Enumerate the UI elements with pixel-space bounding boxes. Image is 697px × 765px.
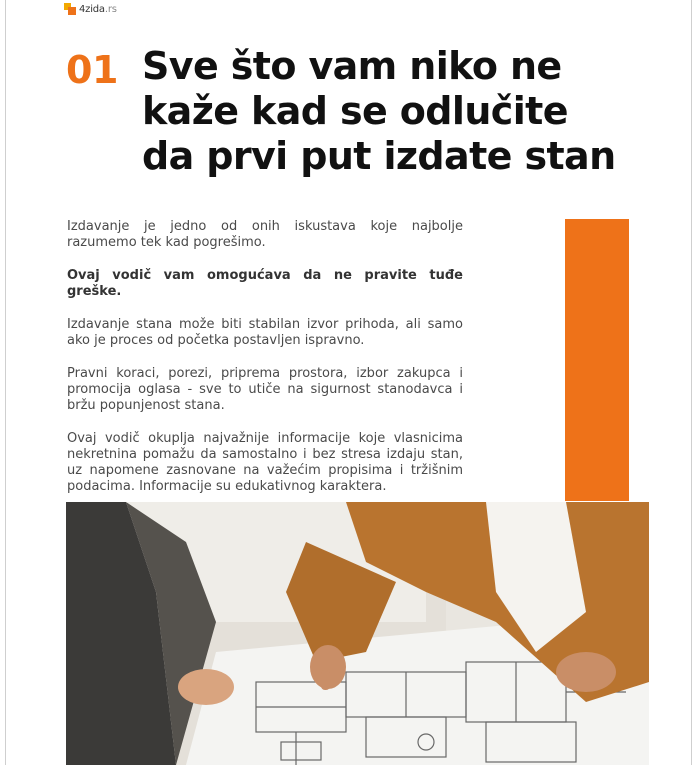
title-line: Sve što vam niko ne [142,44,562,88]
brand-logo[interactable] [64,3,117,15]
floor-plan-photo [66,502,649,765]
chapter-title [142,44,662,179]
logo-icon [64,3,76,15]
title-line: da prvi put izdate stan [142,134,616,178]
paragraph: Ovaj vodič okuplja najvažnije informacije koje vlasnicima nekretnina pomažu da samostalno i bez stresa izdaju stan, uz napomene zasnovane na važećim propisima i tržišnim podacima. Informacije su edukativnog karaktera. [67,431,463,494]
intro-text [67,219,463,512]
paragraph: Pravni koraci, porezi, priprema prostora, izbor zakupca i promocija oglasa - sve to utiče na sigurnost stanodavca i bržu popunjenost stana. [67,366,463,413]
paragraph-highlight: Ovaj vodič vam omogućava da ne pravite tuđe greške. [67,268,463,299]
paragraph: Izdavanje stana može biti stabilan izvor prihoda, ali samo ako je proces od početka postavljen ispravno. [67,317,463,348]
page-edge-left [5,0,6,765]
paragraph: Izdavanje je jedno od onih iskustava koje najbolje razumemo tek kad pogrešimo. [67,219,463,250]
title-line: kaže kad se odlučite [142,89,568,133]
accent-bar [565,219,629,501]
page-edge-right [691,0,692,765]
chapter-number: 01 [66,48,118,92]
logo-text: 4zida.rs [79,3,117,15]
